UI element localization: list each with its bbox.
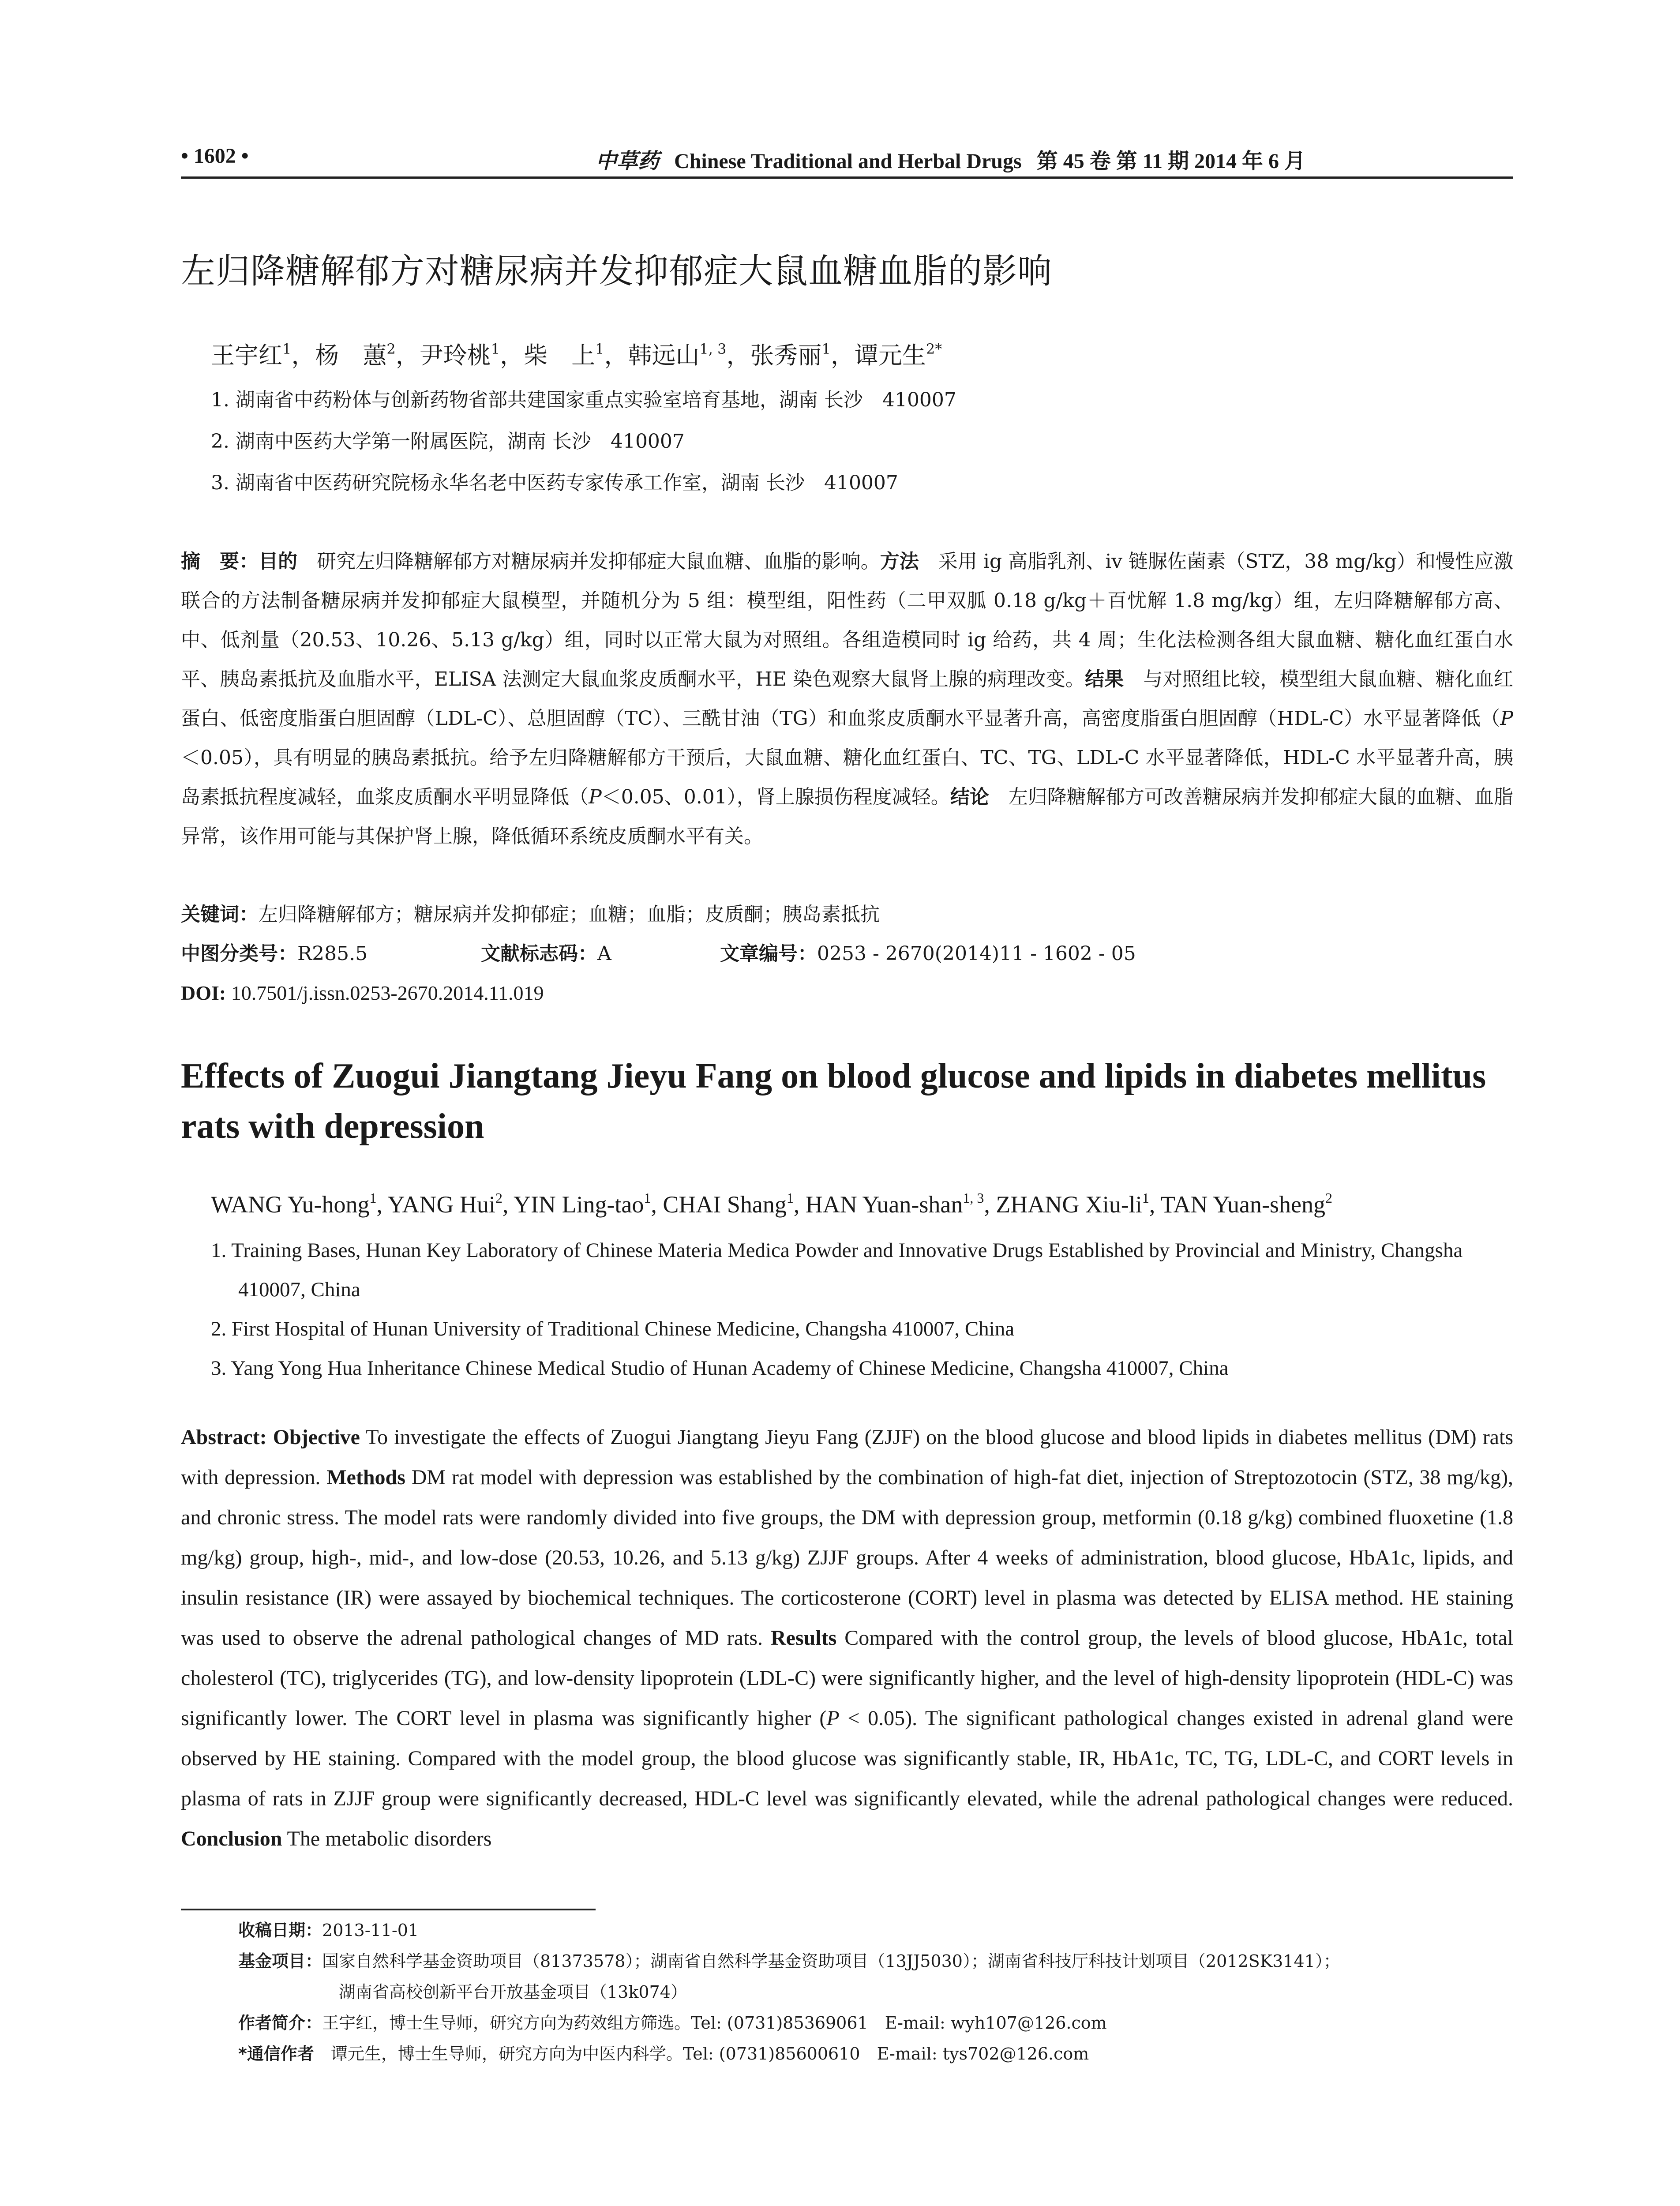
footnote-divider xyxy=(181,1909,596,1910)
methods-text-en: DM rat model with depression was established by the combination of high-fat diet, injection of Streptozotocin (STZ, 38 mg/kg), and chronic stress. The model rats were randomly divided into five groups, the DM with depression group, metformin (0.18 g/kg) combined fluoxetine (1.8 mg/kg) group, high-, mid-, and low-dose (20.53, 10.26, and 5.13 g/kg) ZJJF groups. After 4 weeks of administration, blood glucose, HbA1c, lipids, and insulin resistance (IR) were assayed by biochemical techniques. The corticosterone (CORT) level in plasma was detected by ELISA method. HE staining was used to observe the adrenal pathological changes of MD rats. xyxy=(181,1466,1513,1650)
received-date xyxy=(238,1915,1513,1946)
clc-item xyxy=(181,934,481,973)
author-name: CHAI Shang xyxy=(663,1191,787,1218)
keywords-cn xyxy=(181,895,1513,934)
article-number-value: 0253 - 2670(2014)11 - 1602 - 05 xyxy=(817,942,1136,965)
doc-code-label: 文献标志码： xyxy=(481,942,597,965)
abstract-cn xyxy=(181,542,1513,856)
affiliation-cn: 1. 湖南省中药粉体与创新药物省部共建国家重点实验室培育基地，湖南 长沙 410007 xyxy=(211,389,956,411)
author-affil-mark: 1 xyxy=(282,341,292,357)
title-cn: 左归降糖解郁方对糖尿病并发抑郁症大鼠血糖血脂的影响 xyxy=(181,251,1053,291)
doc-code-item xyxy=(481,934,720,973)
doi-label: DOI: xyxy=(181,982,226,1004)
author-name: 王宇红 xyxy=(211,341,282,369)
title-en: Effects of Zuogui Jiangtang Jieyu Fang on blood glucose and lipids in diabetes mellitus rats with depression xyxy=(181,1057,1486,1146)
author-affil-mark: 2 xyxy=(495,1190,502,1206)
results-text-en: Compared with the control group, the levels of blood glucose, HbA1c, total cholesterol (TC), triglycerides (TG), and low-density lipoprotein (LDL-C) were significantly higher, and the level of high-density lipoprotein (HDL-C) was significantly lower. The CORT level in plasma was significantly higher ( xyxy=(181,1626,1514,1730)
author-affil-mark: 1 xyxy=(644,1190,651,1206)
author-affil-mark: 2 xyxy=(1325,1190,1332,1206)
objective-text-en: To investigate the effects of Zuogui Jiangtang Jieyu Fang (ZJJF) on the blood glucose and blood lipids in diabetes mellitus (DM) rats with depression. xyxy=(181,1426,1513,1489)
affiliation-cn: 2. 湖南中医药大学第一附属医院，湖南 长沙 410007 xyxy=(211,430,685,453)
author-affil-mark: 1 xyxy=(369,1190,377,1206)
author-name: 柴 上 xyxy=(524,341,596,369)
affiliation-en: 1. Training Bases, Hunan Key Laboratory of Chinese Materia Medica Powder and Innovative Drugs Established by Provincial and Ministry, Changsha 410007, China xyxy=(211,1239,1463,1301)
author-affil-mark: 2 xyxy=(386,341,396,357)
abstract-cn-label: 摘 要： xyxy=(181,550,259,573)
fund-info-continued: 湖南省高校创新平台开放基金项目（13k074） xyxy=(339,1982,687,2002)
footnotes xyxy=(238,1915,1513,2069)
author-name: YIN Ling-tao xyxy=(513,1191,644,1218)
author-name: 杨 蕙 xyxy=(315,341,387,369)
keywords-text-cn: 左归降糖解郁方；糖尿病并发抑郁症；血糖；血脂；皮质酮；胰岛素抵抗 xyxy=(259,903,880,926)
authors-cn: 王宇红$^1$，杨 蕙$^2$，尹玲桃$^1$，柴 上$^1$，韩远山$^{1, 3}$，张秀丽$^1$，谭元生$^{2*}$ xyxy=(211,341,942,369)
affiliation-en: 3. Yang Yong Hua Inheritance Chinese Medical Studio of Hunan Academy of Chinese Medicine, Changsha 410007, China xyxy=(211,1357,1229,1380)
fund-info xyxy=(238,1946,1513,1977)
results-text-en: < 0.05). The significant pathological changes existed in adrenal gland were observed by HE staining. Compared with the model group, the blood glucose was significantly stable, IR, HbA1c, TC, TG, LDL-C, and CORT levels in plasma of rats in ZJJF group were significantly decreased, HDL-C level was significantly elevated, while the adrenal pathological changes were reduced. xyxy=(181,1707,1514,1810)
results-text-cn: ＜0.05），具有明显的胰岛素抵抗。给予左归降糖解郁方干预后，大鼠血糖、糖化血红蛋白、TC、TG、LDL-C 水平显著降低，HDL-C 水平显著升高，胰岛素抵抗程度减轻，血浆皮质酮水平明显降低（ xyxy=(181,747,1513,808)
clc-value: R285.5 xyxy=(297,942,368,965)
fund-label: 基金项目： xyxy=(238,1951,322,1971)
fund-text: 国家自然科学基金资助项目（81373578）；湖南省自然科学基金资助项目（13JJ5030）；湖南省科技厅科技计划项目（2012SK3141）； xyxy=(322,1951,1340,1971)
author-name: 谭元生 xyxy=(854,341,926,369)
abstract-en-label: Abstract: xyxy=(181,1426,267,1449)
results-label-cn: 结果 xyxy=(1085,668,1124,690)
objective-text-cn: 研究左归降糖解郁方对糖尿病并发抑郁症大鼠血糖、血脂的影响。 xyxy=(297,550,880,573)
author-affil-mark: 1 xyxy=(491,341,500,357)
author-name: 韩远山 xyxy=(628,341,700,369)
author-name: WANG Yu-hong xyxy=(211,1191,370,1218)
author-affil-mark: 1, 3 xyxy=(699,341,727,357)
author-affil-mark: 1 xyxy=(786,1190,794,1206)
keywords-label-cn: 关键词： xyxy=(181,903,259,926)
affiliations-en xyxy=(211,1231,1513,1388)
conclusion-text-cn: 左归降糖解郁方可改善糖尿病并发抑郁症大鼠的血糖、血脂异常，该作用可能与其保护肾上腺，降低循环系统皮质酮水平有关。 xyxy=(181,786,1514,848)
methods-label-cn: 方法 xyxy=(880,550,919,573)
p-symbol: P xyxy=(589,786,602,808)
article-number-label: 文章编号： xyxy=(720,942,817,965)
results-label-en: Results xyxy=(770,1626,837,1650)
conclusion-label-cn: 结论 xyxy=(950,786,989,808)
authors-en: WANG Yu-hong$^1$, YANG Hui$^2$, YIN Ling-tao$^1$, CHAI Shang$^1$, HAN Yuan-shan$^{1, 3}$, ZHANG Xiu-$li^1$, TAN Yuan-sheng$^2$ xyxy=(211,1190,1332,1218)
doc-code-value: A xyxy=(597,942,611,965)
author-affil-mark: 1 xyxy=(821,341,831,357)
affiliation-en: 2. First Hospital of Hunan University of Traditional Chinese Medicine, Changsha 410007, China xyxy=(211,1317,1015,1340)
methods-text-cn: 采用 ig 高脂乳剂、iv 链脲佐菌素（STZ，38 mg/kg）和慢性应激联合的方法制备糖尿病并发抑郁症大鼠模型，并随机分为 5 组：模型组，阳性药（二甲双胍 0.18 g/kg＋百忧解 1.8 mg/kg）组，左归降糖解郁方高、中、低剂量（20.53、10.26、5.13 g/kg）组，同时以正常大鼠为对照组。各组造模同时 ig 给药，共 4 周；生化法检测各组大鼠血糖、糖化血红蛋白水平、胰岛素抵抗及血脂水平，ELISA 法测定大鼠血浆皮质酮水平，HE 染色观察大鼠肾上腺的病理改变。 xyxy=(181,550,1514,690)
results-text-cn: ＜0.05、0.01），肾上腺损伤程度减轻。 xyxy=(601,786,950,808)
author-name: TAN Yuan-sheng xyxy=(1160,1191,1325,1218)
received-value: 2013-11-01 xyxy=(322,1921,419,1940)
journal-name-cn: 中草药 xyxy=(596,150,660,173)
methods-label-en: Methods xyxy=(326,1466,405,1489)
author-affil-mark: 2* xyxy=(926,341,942,357)
author-affil-mark: 1, 3 xyxy=(963,1190,984,1206)
author-affil-mark: 1 xyxy=(1142,1190,1149,1206)
affiliations-cn xyxy=(211,379,1512,504)
doi-value[interactable]: 10.7501/j.issn.0253-2670.2014.11.019 xyxy=(226,982,544,1004)
affiliation-cn: 3. 湖南省中医药研究院杨永华名老中医药专家传承工作室，湖南 长沙 410007 xyxy=(211,472,898,494)
objective-label-cn: 目的 xyxy=(259,550,298,573)
page-number: • 1602 • xyxy=(181,144,249,168)
author-name: 张秀丽 xyxy=(750,341,822,369)
journal-line xyxy=(596,144,1305,174)
received-label: 收稿日期： xyxy=(238,1921,322,1940)
author-bio-text: 王宇红，博士生导师，研究方向为药效组方筛选。Tel: (0731)85369061 E-mail: wyh107@126.com xyxy=(322,2013,1107,2033)
abstract-en xyxy=(181,1417,1513,1859)
issue-info: 第 45 卷 第 11 期 2014 年 6 月 xyxy=(1036,150,1306,173)
author-bio-label: 作者简介： xyxy=(238,2013,322,2033)
p-symbol: P xyxy=(826,1707,840,1730)
conclusion-label-en: Conclusion xyxy=(181,1827,282,1850)
author-name: HAN Yuan-shan xyxy=(805,1191,963,1218)
clc-label: 中图分类号： xyxy=(181,942,297,965)
author-name: ZHANG Xiu-li xyxy=(996,1191,1142,1218)
classification-line xyxy=(181,934,1513,973)
corresponding-label: *通信作者 xyxy=(238,2044,314,2063)
author-affil-mark: 1 xyxy=(595,341,604,357)
results-text-cn: 与对照组比较，模型组大鼠血糖、糖化血红蛋白、低密度脂蛋白胆固醇（LDL-C）、总胆固醇（TC）、三酰甘油（TG）和血浆皮质酮水平显著升高，高密度脂蛋白胆固醇（HDL-C）水平显著降低（ xyxy=(181,668,1513,730)
p-symbol: P xyxy=(1500,707,1513,730)
author-bio xyxy=(238,2007,1513,2038)
author-name: 尹玲桃 xyxy=(419,341,491,369)
author-name: YANG Hui xyxy=(387,1191,495,1218)
running-header xyxy=(181,141,1513,179)
corresponding-text: 谭元生，博士生导师，研究方向为中医内科学。Tel: (0731)85600610 E-mail: tys702@126.com xyxy=(314,2044,1089,2063)
conclusion-text-en: The metabolic disorders xyxy=(282,1827,492,1850)
doi-line xyxy=(181,973,1513,1013)
article-number-item xyxy=(720,934,1136,973)
objective-label-en: Objective xyxy=(266,1426,360,1449)
journal-name-en: Chinese Traditional and Herbal Drugs xyxy=(674,150,1022,173)
corresponding-author xyxy=(238,2038,1513,2069)
